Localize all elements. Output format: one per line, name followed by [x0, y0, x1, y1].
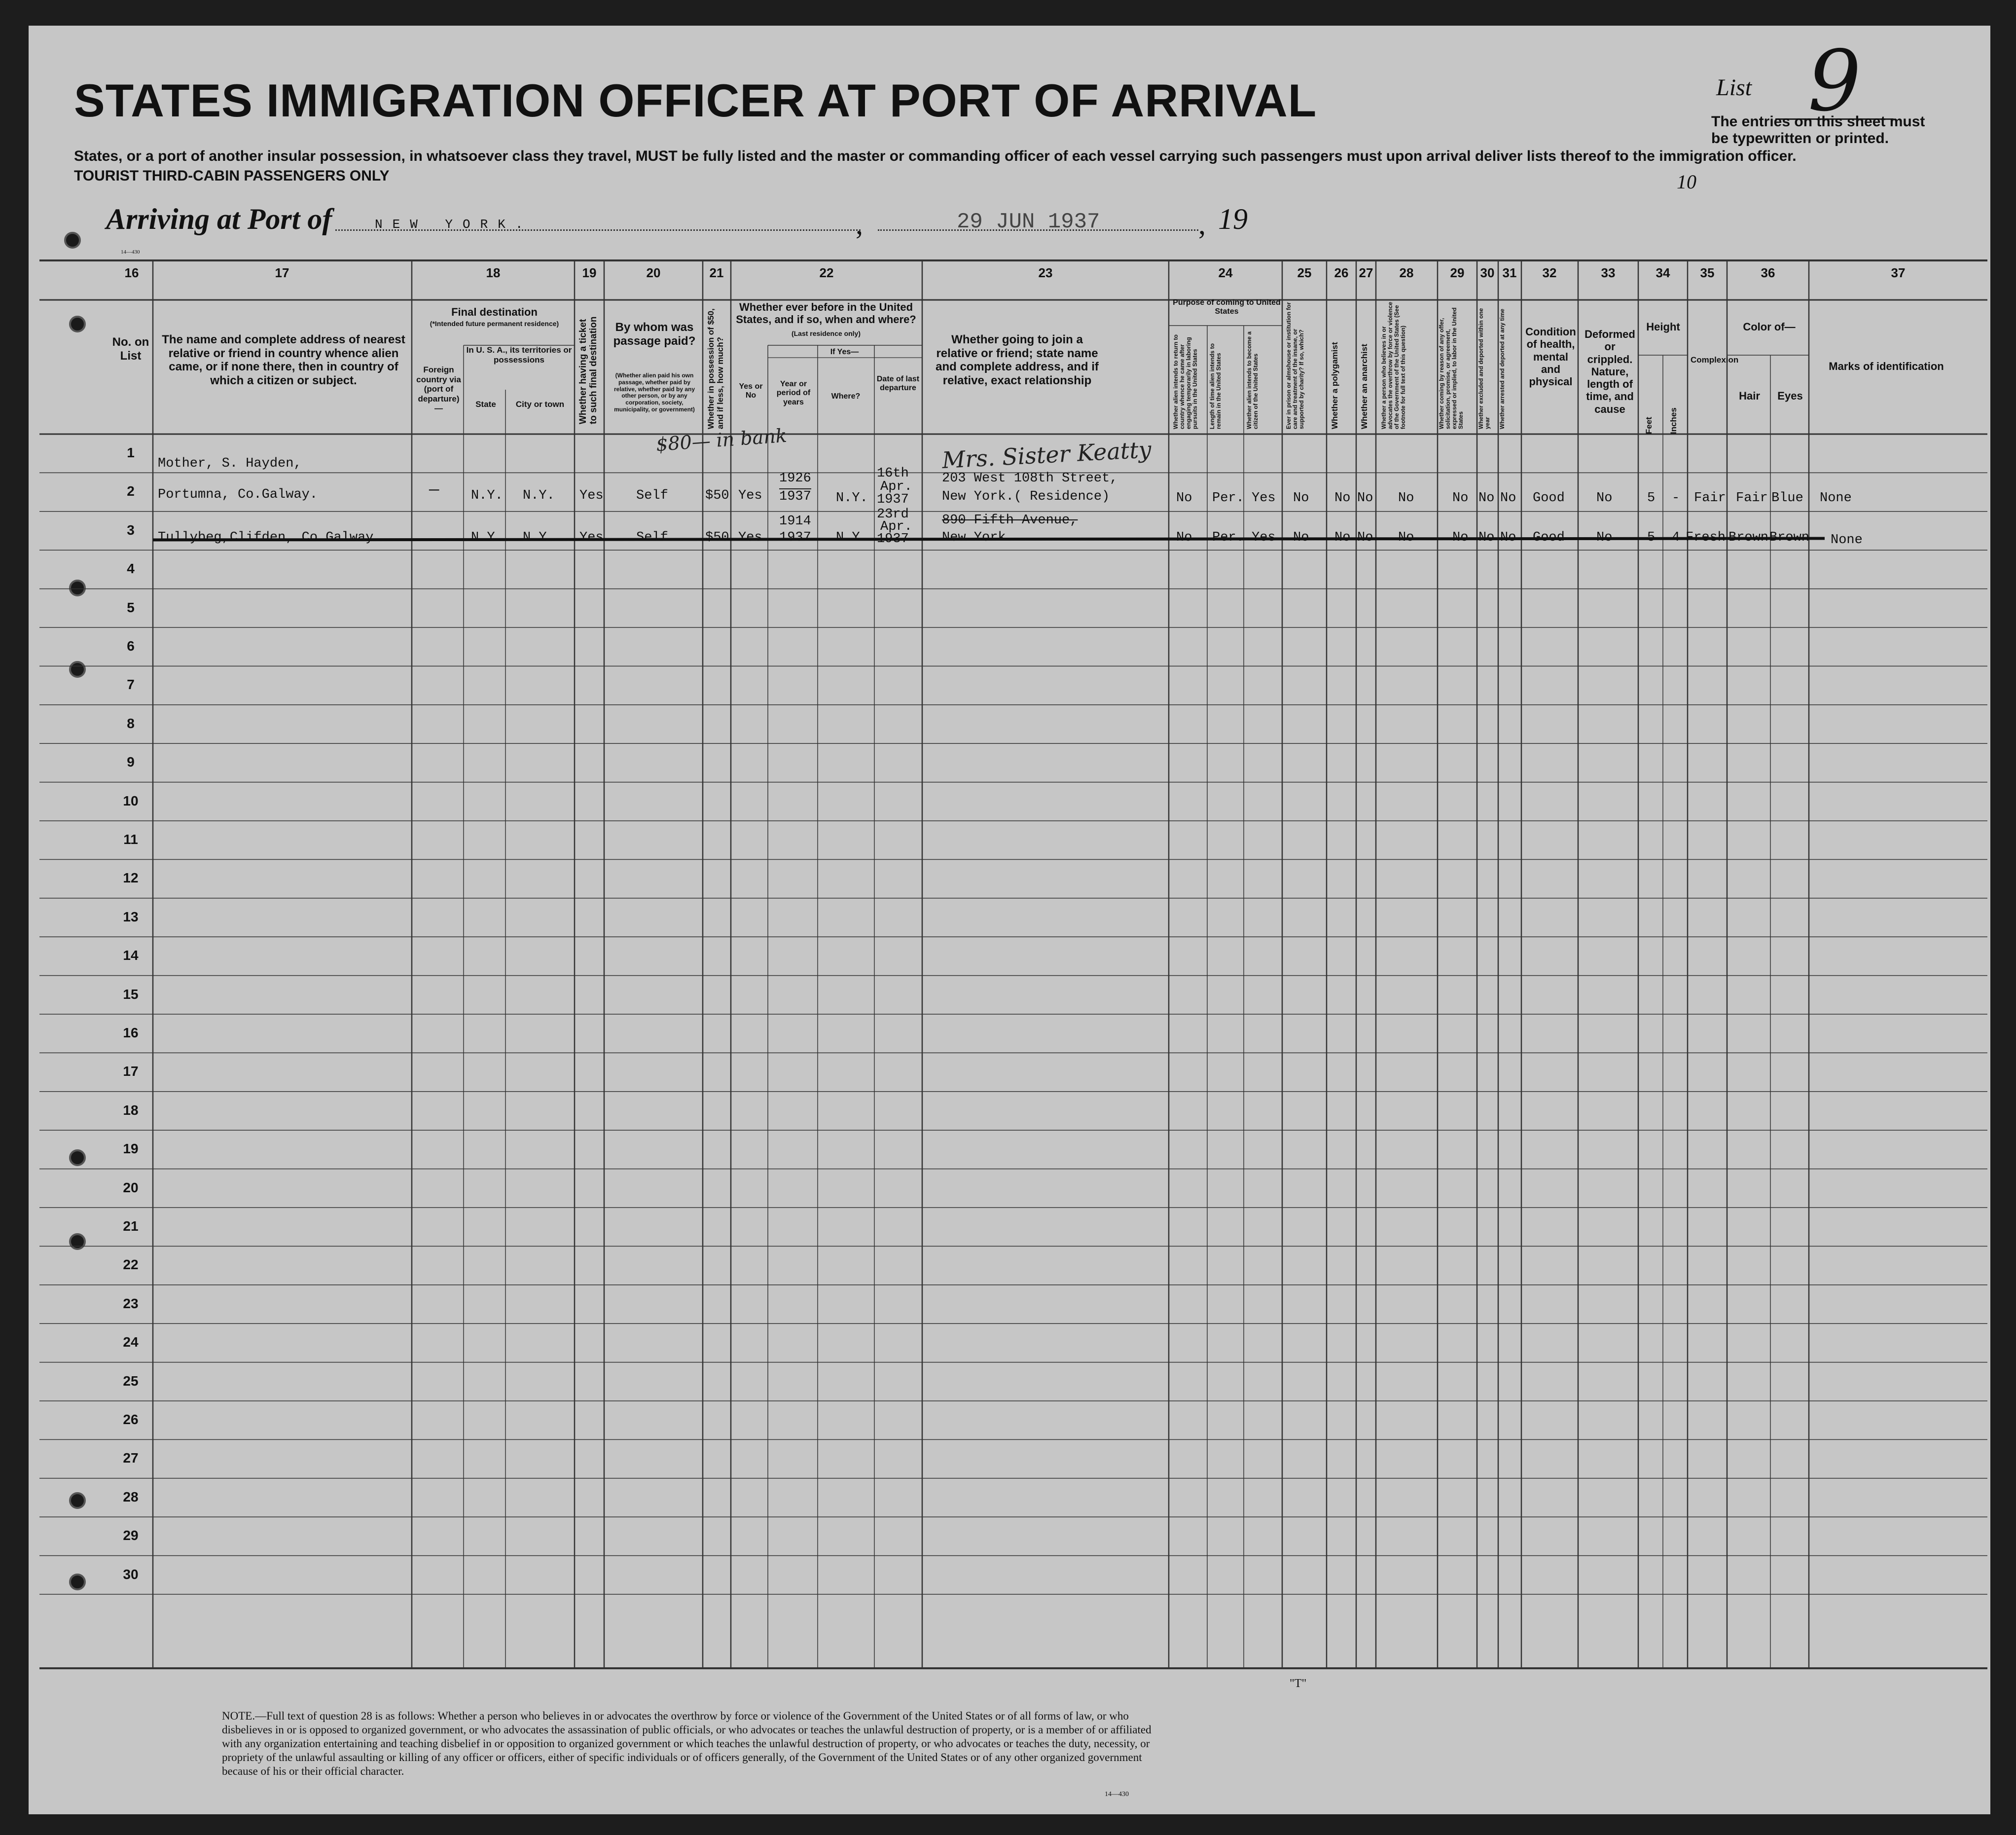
row-number: 25: [123, 1373, 139, 1389]
row2-date-c: 1937: [877, 532, 909, 547]
column-number: 33: [1601, 265, 1616, 280]
list-label: List: [1716, 74, 1752, 101]
row2-eyes: Brown: [1769, 530, 1810, 545]
column-number: 25: [1297, 265, 1312, 280]
row2-relative: Tullybeg,Clifden, Co.Galway.: [158, 530, 382, 545]
row1-join-handwritten: Mrs. Sister Keatty: [941, 436, 1152, 474]
header-excluded-deported: Whether excluded and deported within one year: [1477, 308, 1491, 429]
row2-c28: No: [1398, 530, 1414, 545]
row2-c25: No: [1293, 530, 1309, 545]
header-final-destination: Final destination: [451, 306, 538, 318]
header-usa: In U. S. A., its territories or possessions: [466, 345, 572, 365]
row2-c30: No: [1478, 530, 1495, 545]
row-number: 16: [123, 1025, 139, 1040]
header-state: State: [475, 400, 496, 409]
header-intends-return: Whether alien intends to return to country whence he came after engaging temporarily in laboring pursuits in the United States: [1172, 334, 1198, 429]
header-height: Height: [1646, 321, 1680, 333]
row-number: 3: [127, 522, 135, 538]
row1-c26: No: [1334, 491, 1351, 506]
row1-where: N.Y.: [836, 491, 868, 506]
column-number: 16: [124, 265, 139, 280]
column-number: 37: [1891, 265, 1906, 280]
header-deformed: Deformed or crippled. Nature, length of time, and cause: [1584, 328, 1635, 415]
row1-money-note: $80— in bank: [655, 424, 788, 456]
row1-date-b: Apr.: [880, 479, 912, 494]
row2-inches: 4: [1672, 530, 1680, 545]
header-labor-offer: Whether coming by reason of any offer, solicitation, promise, or agreement, expressed or implied, to labor in the United States: [1438, 307, 1464, 429]
instruction-text: States, or a port of another insular possession, in whatsoever class they travel, MUST be fully listed and the master or commanding officer of each vessel carrying such passengers must upon arrival deliver lists thereof to the immigration officer.: [74, 148, 1797, 164]
header-yes-no: Yes or No: [739, 382, 763, 400]
row1-c28: No: [1398, 491, 1414, 506]
row2-deformed: No: [1596, 530, 1613, 545]
header-fifty-dollars: Whether in possession of $50, and if less, how much?: [706, 308, 725, 429]
header-complexion: Complexion: [1691, 355, 1739, 365]
row2-where: N.Y.: [836, 530, 868, 545]
header-anarchist: Whether an anarchist: [1360, 344, 1369, 429]
row-number: 18: [123, 1102, 139, 1118]
footnote-form-code: 14—430: [1105, 1791, 1129, 1798]
row-number: 10: [123, 793, 139, 808]
column-number: 32: [1542, 265, 1557, 280]
row-number: 11: [123, 832, 138, 847]
row2-hair: Brown: [1728, 530, 1769, 545]
row2-state: N.Y.: [471, 530, 503, 545]
header-date-last-departure: Date of last departure: [876, 375, 920, 393]
row1-relative-line2: Portumna, Co.Galway.: [158, 487, 318, 502]
row1-health: Good: [1533, 491, 1565, 506]
row2-join-line1: 890 Fifth Avenue,: [942, 513, 1078, 528]
row1-city: N.Y.: [523, 488, 555, 503]
row-number: 19: [123, 1141, 139, 1157]
row-number: 12: [123, 870, 139, 886]
row-number: 15: [123, 986, 139, 1002]
header-marks: Marks of identification: [1829, 360, 1944, 372]
header-no-on-list: No. on List: [112, 335, 149, 363]
row1-years-b: 1937: [779, 489, 811, 504]
column-number: 24: [1218, 265, 1233, 280]
row2-length: Per.: [1212, 530, 1244, 545]
header-eyes: Eyes: [1777, 390, 1803, 402]
column-number: 35: [1700, 265, 1715, 280]
row-number: 8: [127, 715, 135, 731]
row2-feet: 5: [1647, 530, 1656, 545]
row1-c29: No: [1452, 491, 1469, 506]
column-number: 21: [709, 265, 724, 280]
header-before-in-us: Whether ever before in the United States, and if so, when and where?: [736, 301, 916, 326]
header-before-in-us-sub: (Last residence only): [791, 330, 861, 337]
header-city: City or town: [515, 400, 565, 409]
row1-hair: Fair: [1736, 491, 1768, 506]
row1-length: Per.: [1212, 491, 1244, 506]
row-number: 30: [123, 1566, 139, 1582]
row1-years-a: 1926: [779, 471, 811, 486]
header-join-relative: Whether going to join a relative or friend; state name and complete address, and if relative, exact relationship: [936, 333, 1099, 387]
column-number: 19: [582, 265, 597, 280]
header-relative: The name and complete address of nearest relative or friend in country whence alien came, or if none there, then in country of which a citizen or subject.: [162, 333, 405, 387]
row-number: 27: [123, 1450, 139, 1466]
column-number: 36: [1761, 265, 1775, 280]
row2-c27: No: [1357, 530, 1373, 545]
row-number: 13: [123, 909, 139, 924]
header-hair: Hair: [1739, 390, 1760, 402]
row2-city: N.Y.: [523, 530, 555, 545]
row2-c29: No: [1452, 530, 1469, 545]
row-number: 4: [127, 561, 135, 577]
row2-join-line2: New York.: [942, 530, 1014, 545]
row-number: 29: [123, 1528, 139, 1543]
port-label: Arriving at Port of: [106, 203, 332, 235]
row1-date-c: 1937: [877, 492, 909, 507]
column-number: 28: [1399, 265, 1414, 280]
row-number: 26: [123, 1412, 139, 1427]
row-number: 20: [123, 1179, 139, 1195]
comma: ,: [856, 208, 863, 240]
row2-money: $50: [705, 530, 729, 545]
form-code: 14—430: [121, 249, 140, 255]
header-intends-citizen: Whether alien intends to become a citizen of the United States: [1246, 331, 1259, 429]
header-final-destination-sub: (*Intended future permanent residence): [430, 320, 559, 328]
header-foreign-country: Foreign country via (port of departure)—: [416, 365, 461, 413]
header-year-period: Year or period of years: [776, 380, 811, 406]
header-length-of-stay: Length of time alien intends to remain in the United States: [1209, 343, 1222, 429]
column-number: 18: [486, 265, 501, 280]
row2-return: No: [1176, 530, 1192, 545]
row2-date-b: Apr.: [880, 519, 912, 534]
row2-paid-by: Self: [636, 530, 668, 545]
row2-marks: None: [1831, 533, 1863, 548]
row1-join-line2: New York.( Residence): [942, 489, 1110, 504]
header-passage-paid: By whom was passage paid?: [613, 321, 696, 348]
year-prefix: 19: [1218, 203, 1248, 235]
row1-state: N.Y.: [471, 488, 503, 503]
list-number: 9: [1775, 44, 1894, 120]
row1-inches: -: [1672, 491, 1680, 506]
header-feet: Feet: [1644, 417, 1654, 434]
row-number: 21: [123, 1218, 139, 1234]
row-number: 23: [123, 1295, 139, 1311]
row1-date-a: 16th: [877, 466, 909, 481]
port-name: NEW YORK.: [375, 217, 533, 232]
row1-marks: None: [1820, 491, 1852, 506]
row2-c26: No: [1334, 530, 1351, 545]
row2-citizen: Yes: [1252, 530, 1276, 545]
row-number: 22: [123, 1257, 139, 1273]
column-number: 22: [819, 265, 834, 280]
row1-paid-by: Self: [636, 488, 668, 503]
row-number: 14: [123, 948, 139, 963]
row2-ticket: Yes: [579, 530, 604, 545]
row1-citizen: Yes: [1252, 491, 1276, 506]
t-mark: "T": [1290, 1677, 1307, 1690]
row2-complexion: Fresh: [1686, 530, 1726, 545]
row2-years-b: 1937: [779, 530, 811, 545]
column-number: 30: [1480, 265, 1495, 280]
row1-money: $50: [705, 488, 729, 503]
row1-deformed: No: [1596, 491, 1613, 506]
row1-ticket: Yes: [579, 488, 604, 503]
row1-before: Yes: [738, 488, 762, 503]
footnote-question-28: NOTE.—Full text of question 28 is as follows: Whether a person who believes in or advocates the overthrow by force or violence of the Government of the United States or of all forms of law, or who disbelieves in or is opposed to organized government, or who advocates the assassination of public officials, or who advocates or teaches the unlawful destruction of property, or is a member of or affiliated with any organization entertaining and teaching disbelief in or opposition to organized government or which teaches the unlawful destruction of property, or who advocates or teaches the duty, necessity, or propriety of the unlawful assaulting or killing of any officer or officers, either of specific individuals or of officers generally, of the Government of the United States or of any other organized government because of his or their official character.: [222, 1710, 1152, 1777]
row-number: 7: [127, 677, 135, 693]
sheet-mark: 10: [1677, 171, 1696, 193]
row-number: 24: [123, 1334, 139, 1350]
row-number: 2: [127, 483, 135, 499]
row1-join-line1: 203 West 108th Street,: [942, 471, 1118, 486]
header-color-of: Color of—: [1743, 321, 1796, 333]
header-if-yes: If Yes—: [830, 348, 859, 356]
header-inches: Inches: [1669, 407, 1678, 434]
row1-feet: 5: [1647, 491, 1656, 506]
list-note: The entries on this sheet must be typewritten or printed.: [1711, 113, 1925, 147]
header-purpose: Purpose of coming to United States: [1173, 298, 1281, 316]
column-number: 20: [646, 265, 661, 280]
row-number: 9: [127, 754, 135, 770]
row-number: 28: [123, 1489, 139, 1505]
row1-c30: No: [1478, 491, 1495, 506]
row1-foreign-country: —: [429, 481, 439, 500]
column-number: 17: [275, 265, 289, 280]
header-passage-paid-sub: (Whether alien paid his own passage, whether paid by relative, whether paid by any other person, or by any corporation, society, municipality, or government): [613, 372, 695, 413]
row2-years-a: 1914: [779, 514, 811, 529]
row1-c31: No: [1500, 491, 1516, 506]
column-number: 27: [1359, 265, 1373, 280]
column-number: 23: [1038, 265, 1053, 280]
header-ticket: Whether having a ticket to such final destination: [578, 316, 599, 424]
column-number: 29: [1450, 265, 1465, 280]
header-where: Where?: [831, 392, 861, 401]
page-title: STATES IMMIGRATION OFFICER AT PORT OF ARRIVAL: [74, 74, 1317, 126]
row1-relative-line1: Mother, S. Hayden,: [158, 456, 302, 471]
row-number: 1: [127, 445, 135, 460]
row1-c27: No: [1357, 491, 1373, 506]
row-number: 6: [127, 638, 135, 654]
header-arrested-deported: Whether arrested and deported at any time: [1499, 308, 1506, 429]
column-number: 34: [1656, 265, 1670, 280]
column-number: 26: [1334, 265, 1349, 280]
row1-return: No: [1176, 491, 1192, 506]
row2-health: Good: [1533, 530, 1565, 545]
row1-c25: No: [1293, 491, 1309, 506]
column-number: 31: [1502, 265, 1517, 280]
row-number: 17: [123, 1064, 139, 1079]
arrival-date-stamp: 29 JUN 1937: [957, 210, 1100, 234]
row2-date-a: 23rd: [877, 507, 909, 522]
header-polygamist: Whether a polygamist: [1330, 342, 1339, 429]
comma: ,: [1198, 208, 1206, 240]
row2-before: Yes: [738, 530, 762, 545]
row1-complexion: Fair: [1694, 491, 1726, 506]
row-number: 5: [127, 599, 135, 615]
passenger-class: TOURIST THIRD-CABIN PASSENGERS ONLY: [74, 168, 390, 184]
row1-eyes: Blue: [1771, 491, 1803, 506]
header-health: Condition of health, mental and physical: [1525, 326, 1576, 388]
header-overthrow: Whether a person who believes in or advocates the overthrow by force or violence of the Government of the United States (See footnote for full text of this question): [1380, 301, 1406, 429]
row2-c31: No: [1500, 530, 1516, 545]
header-prison-almshouse: Ever in prison or almshouse or institution for care and treatment of the insane, or supported by charity? If so, which?: [1285, 302, 1305, 429]
